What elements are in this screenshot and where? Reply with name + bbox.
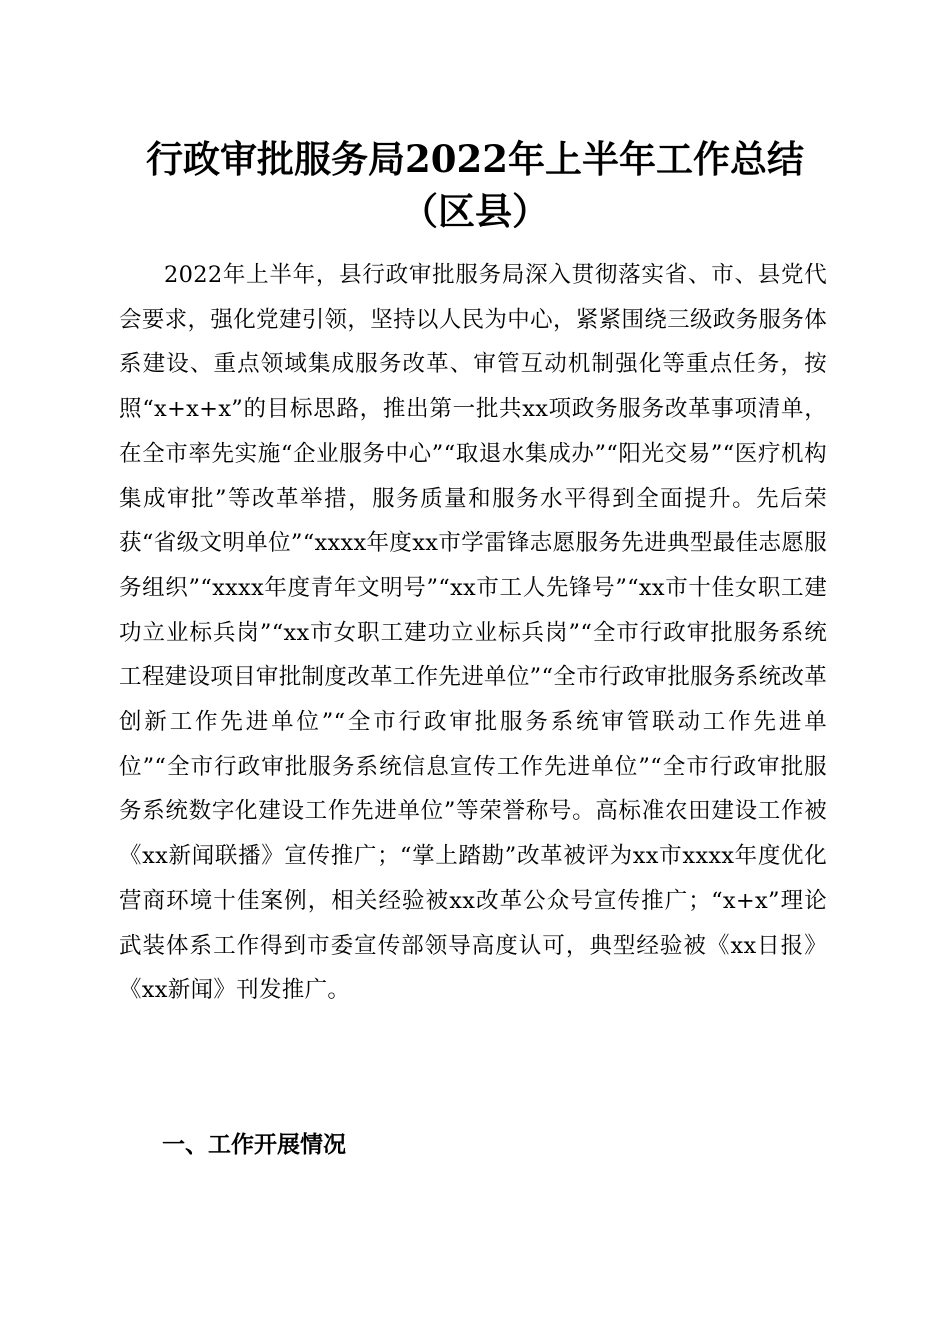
intro-paragraph: 2022年上半年，县行政审批服务局深入贯彻落实省、市、县党代会要求，强化党建引领，坚持以人民为中心，紧紧围绕三级政务服务体系建设、重点领域集成服务改革、审管互动机制强化等重点任务，按照“x+x+x”的目标思路，推出第一批共xx项政务服务改革事项清单，在全市率先实施“企业服务中心”“取退水集成办”“阳光交易”“医疗机构集成审批”等改革举措，服务质量和服务水平得到全面提升。先后荣获“省级文明单位”“xxxx年度xx市学雷锋志愿服务先进典型最佳志愿服务组织”“xxxx年度青年文明号”“xx市工人先锋号”“xx市十佳女职工建功立业标兵岗”“xx市女职工建功立业标兵岗”“全市行政审批服务系统工程建设项目审批制度改革工作先进单位”“全市行政审批服务系统改革创新工作先进单位”“全市行政审批服务系统审管联动工作先进单位”“全市行政审批服务系统信息宣传工作先进单位”“全市行政审批服务系统数字化建设工作先进单位”等荣誉称号。高标准农田建设工作被《xx新闻联播》宣传推广；“掌上踏勘”改革被评为xx市xxxx年度优化营商环境十佳案例，相关经验被xx改革公众号宣传推广；“x+x”理论武装体系工作得到市委宣传部领导高度认可，典型经验被《xx日报》《xx新闻》刊发推广。 (119, 262, 827, 1004)
section-heading-work-progress: 一、工作开展情况 (162, 1132, 346, 1158)
document-title: 行政审批服务局2022年上半年工作总结（区县） (146, 137, 804, 233)
